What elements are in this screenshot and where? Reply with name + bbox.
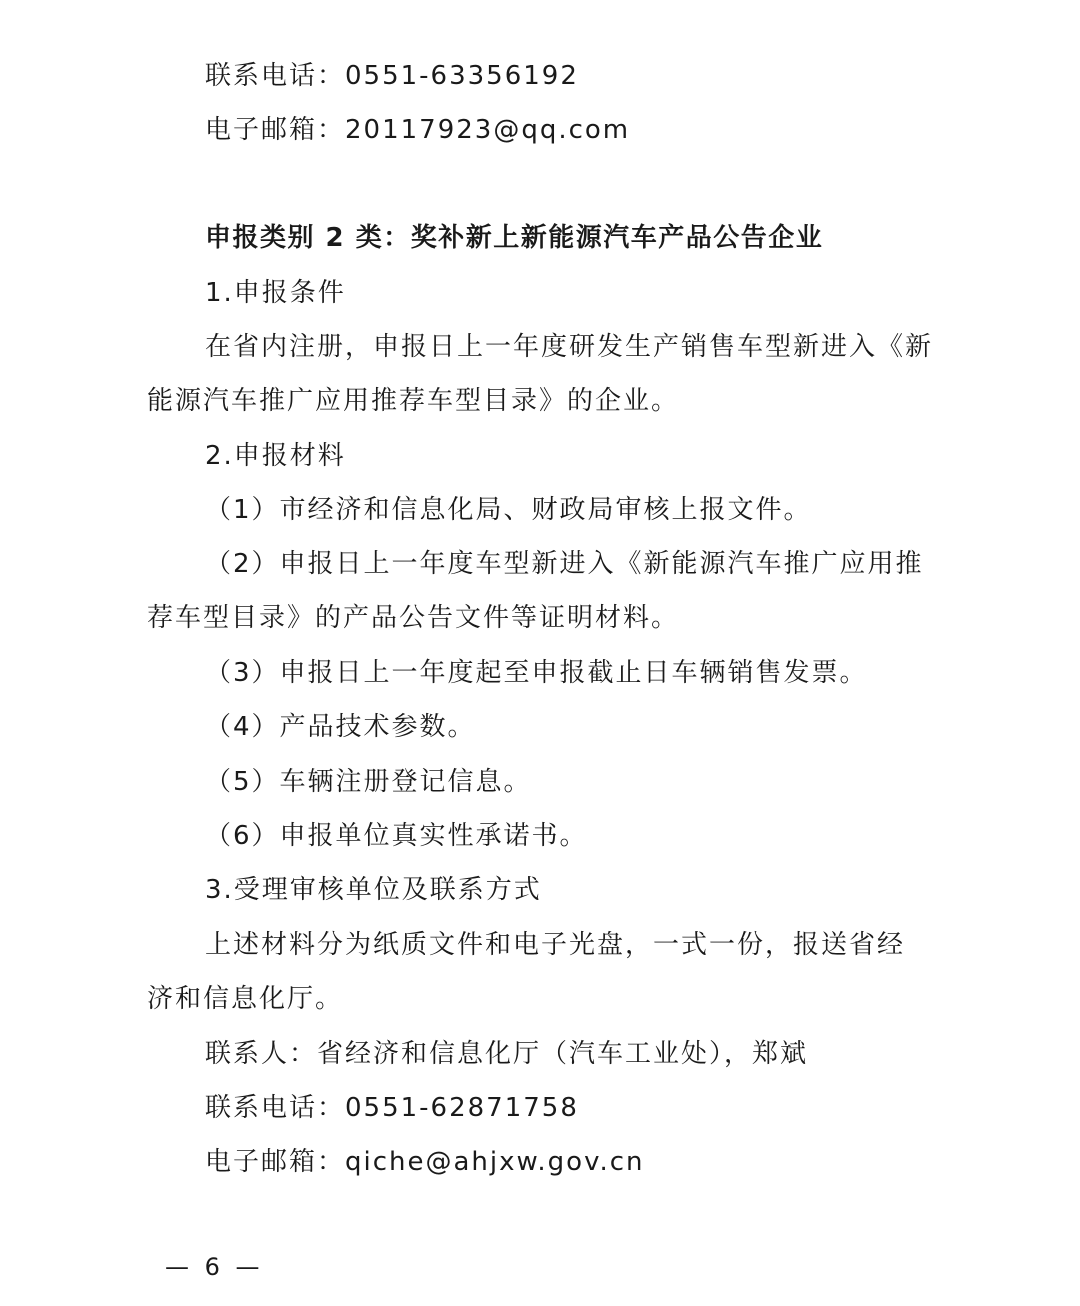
- materials-item-2: （2）申报日上一年度车型新进入《新能源汽车推广应用推: [205, 549, 924, 579]
- page-number: — 6 —: [165, 1253, 264, 1281]
- materials-item-1: （1）市经济和信息化局、财政局审核上报文件。: [205, 495, 812, 525]
- section2-heading: 申报类别 2 类：奖补新上新能源汽车产品公告企业: [205, 223, 824, 253]
- materials-item-4: （4）产品技术参数。: [205, 712, 476, 742]
- section1-phone: 联系电话：0551-63356192: [205, 61, 579, 91]
- materials-item-6: （6）申报单位真实性承诺书。: [205, 821, 588, 851]
- materials-item-3: （3）申报日上一年度起至申报截止日车辆销售发票。: [205, 658, 868, 688]
- conditions-line-1: 在省内注册，申报日上一年度研发生产销售车型新进入《新: [205, 332, 934, 362]
- materials-item-5: （5）车辆注册登记信息。: [205, 767, 532, 797]
- conditions-title: 1.申报条件: [205, 278, 346, 308]
- section2-phone: 联系电话：0551-62871758: [205, 1093, 579, 1123]
- materials-item-2-cont: 荐车型目录》的产品公告文件等证明材料。: [147, 603, 680, 633]
- review-line-2: 济和信息化厅。: [147, 984, 344, 1014]
- section2-email: 电子邮箱：qiche@ahjxw.gov.cn: [205, 1147, 645, 1177]
- materials-title: 2.申报材料: [205, 441, 346, 471]
- conditions-line-2: 能源汽车推广应用推荐车型目录》的企业。: [147, 386, 680, 416]
- contact-person: 联系人：省经济和信息化厅（汽车工业处），郑斌: [205, 1039, 809, 1069]
- section1-email: 电子邮箱：20117923@qq.com: [205, 115, 631, 145]
- review-title: 3.受理审核单位及联系方式: [205, 875, 542, 905]
- review-line-1: 上述材料分为纸质文件和电子光盘，一式一份，报送省经: [205, 930, 906, 960]
